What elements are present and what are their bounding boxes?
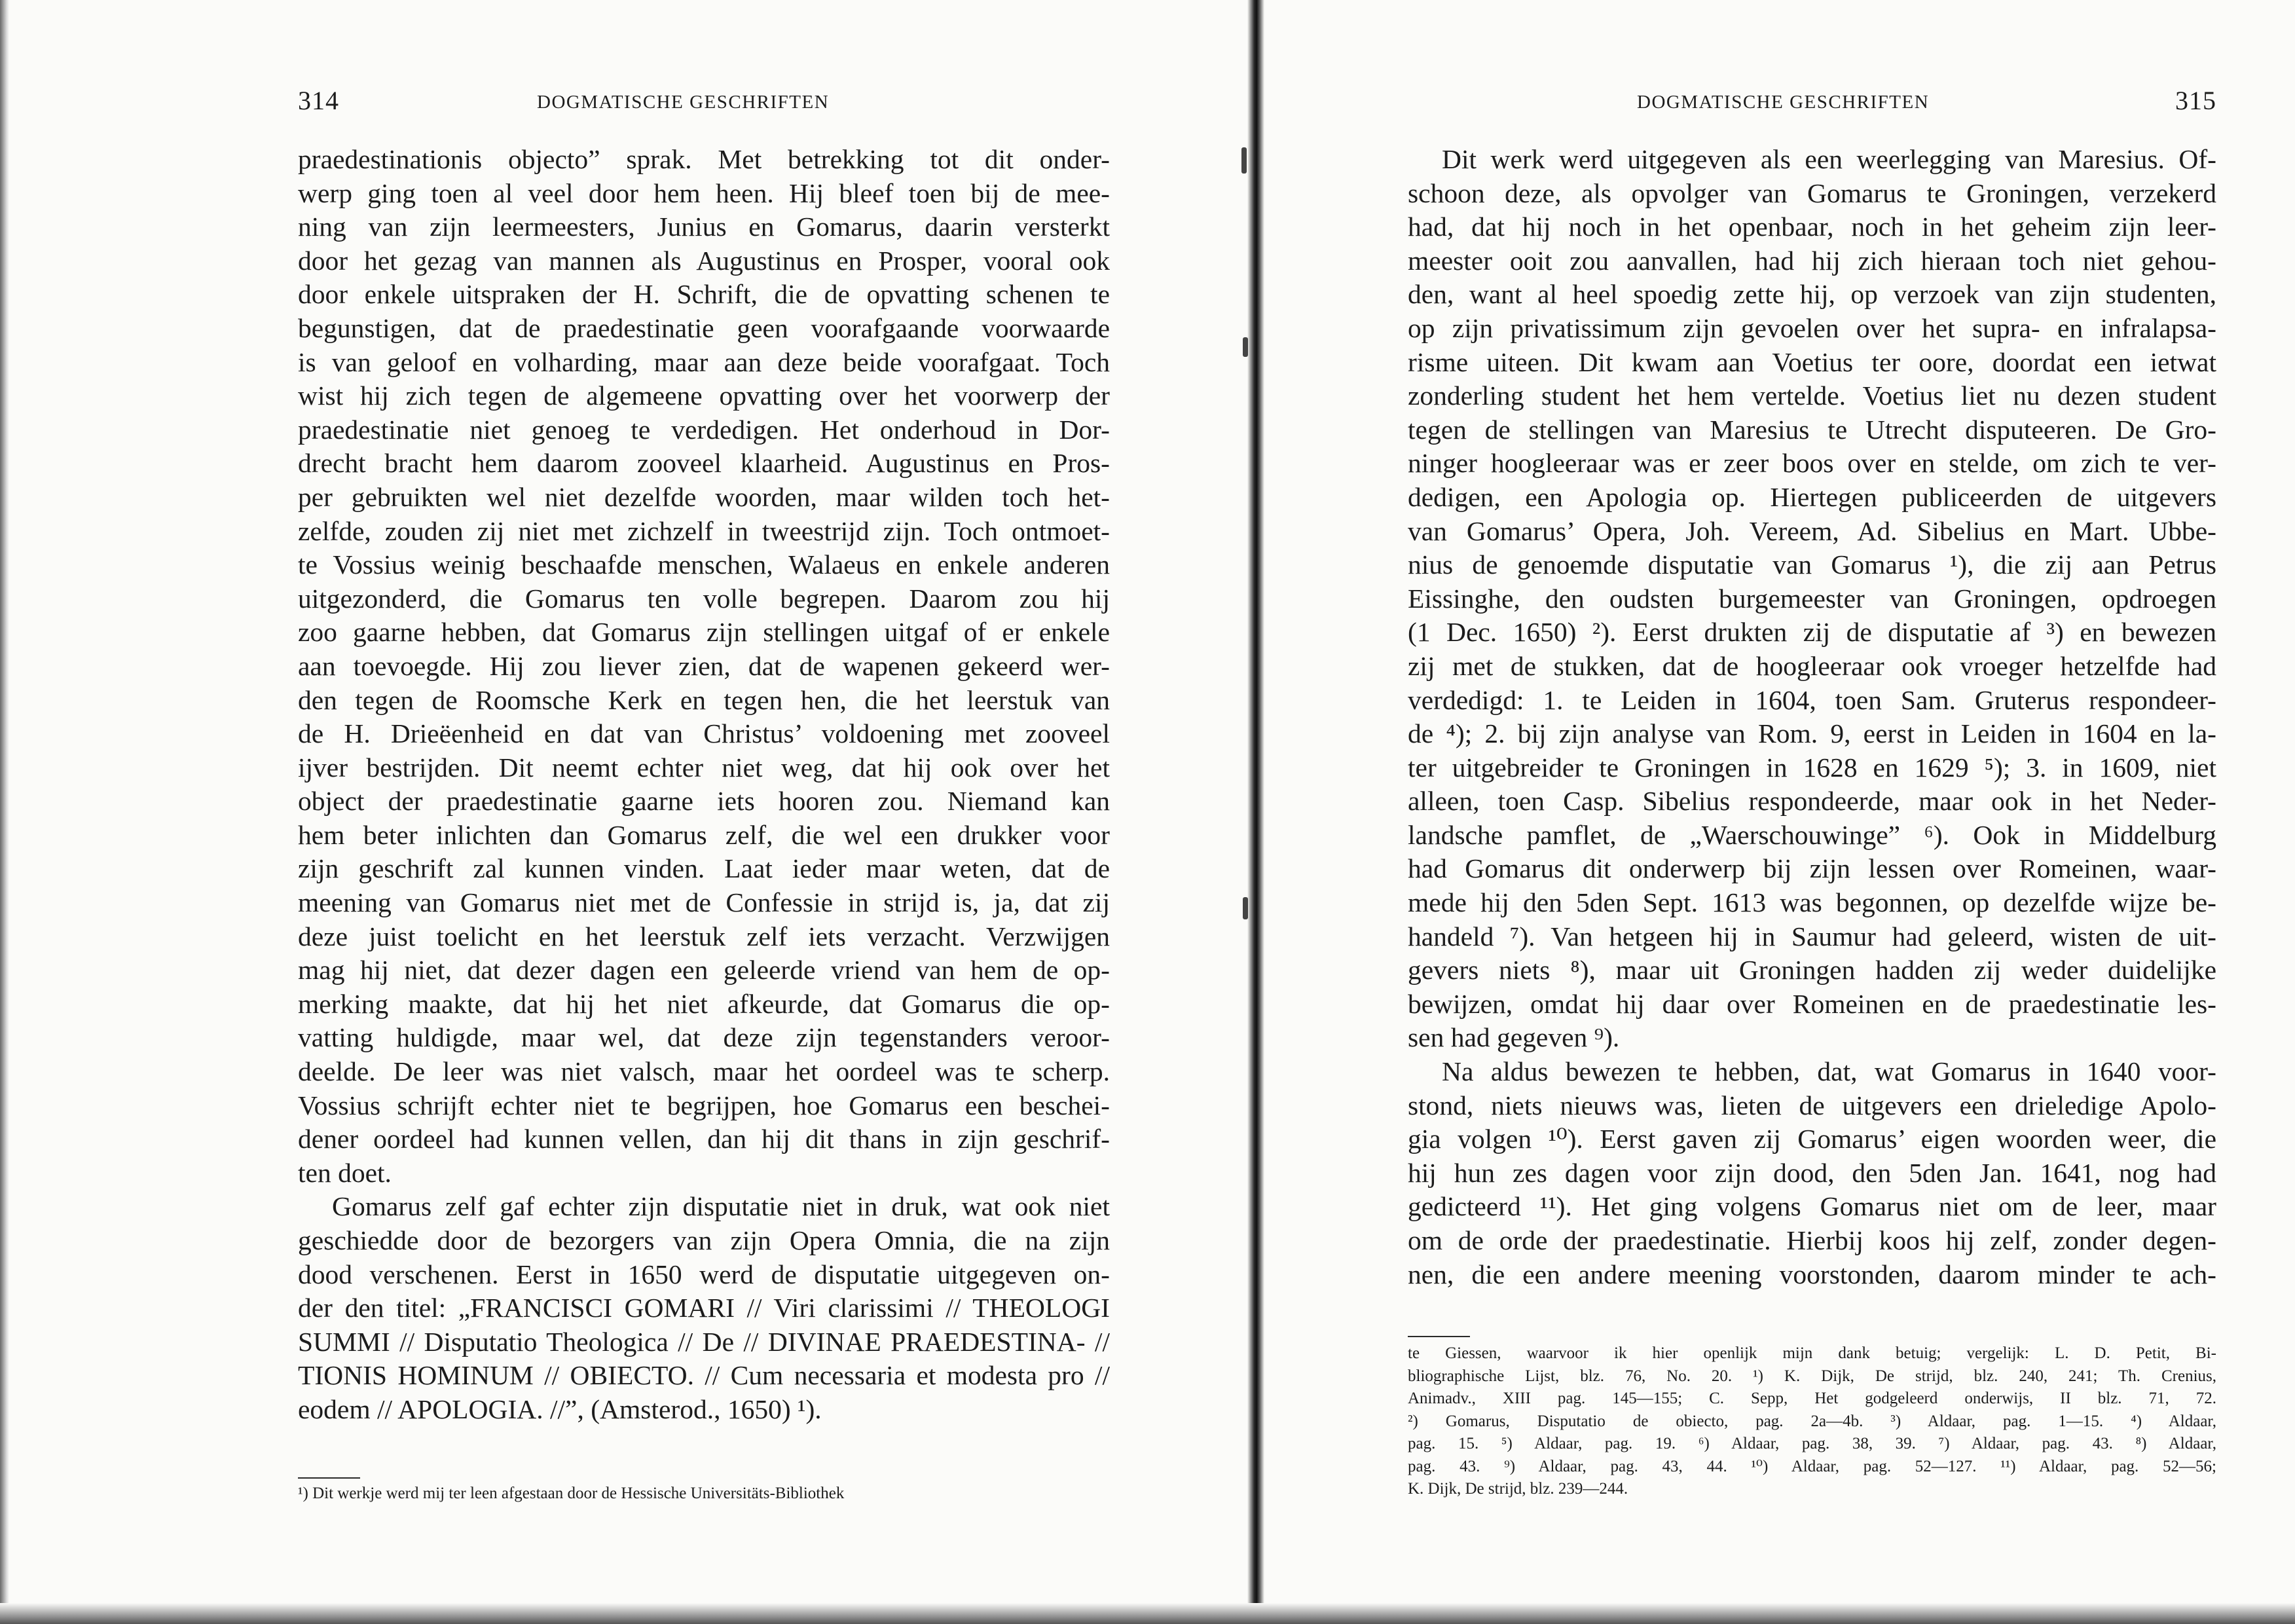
text-line: der den titel: „FRANCISCI GOMARI // Viri clarissimi // THEOLOGI: [298, 1293, 1110, 1323]
footnote-rule: [298, 1477, 360, 1479]
text-line: TIONIS HOMINUM // OBIECTO. // Cum necessaria et modesta pro //: [298, 1360, 1110, 1391]
footnote-line: K. Dijk, De strijd, blz. 239—244.: [1408, 1480, 1628, 1498]
text-line: te Vossius weinig beschaafde menschen, Walaeus en enkele anderen: [298, 549, 1110, 580]
left-footnotes: [298, 1483, 1110, 1505]
text-line: alleen, toen Casp. Sibelius respondeerde, maar ook in het Neder-: [1408, 786, 2216, 817]
text-line: praedestinatie niet genoeg te verdedigen. Het onderhoud in Dor-: [298, 414, 1110, 445]
text-line: gedicteerd ¹¹). Het ging volgens Gomarus niet om de leer, maar: [1408, 1191, 2216, 1222]
text-line: bewijzen, omdat hij daar over Romeinen en de praedestinatie les-: [1408, 988, 2216, 1019]
margin-mark: [1243, 897, 1248, 919]
text-line: door het gezag van mannen als Augustinus en Prosper, vooral ook: [298, 245, 1110, 276]
text-line: had Gomarus dit onderwerp bij zijn lessen over Romeinen, waar-: [1408, 853, 2216, 884]
text-line: stond, niets nieuws was, lieten de uitgevers een drieledige Apolo-: [1408, 1090, 2216, 1120]
text-line: mede hij den 5den Sept. 1613 was begonnen, op dezelfde wijze be-: [1408, 887, 2216, 918]
text-line: sen had gegeven ⁹).: [1408, 1022, 1620, 1053]
text-line: drecht bracht hem daarom zooveel klaarheid. Augustinus en Pros-: [298, 448, 1110, 479]
text-line: de H. Drieëenheid en dat van Christus’ voldoening met zooveel: [298, 718, 1110, 749]
page-edge-shadow-bottom: [0, 1603, 2295, 1624]
text-line: deelde. De leer was niet valsch, maar het oordeel was te scherp.: [298, 1056, 1110, 1087]
left-page-header: [298, 85, 1110, 124]
text-line: Eissinghe, den oudsten burgemeester van Groningen, opdroegen: [1408, 583, 2216, 614]
right-footnotes: [1408, 1342, 2216, 1501]
footnote-line: pag. 43. ⁹) Aldaar, pag. 43, 44. ¹⁰) Aldaar, pag. 52—127. ¹¹) Aldaar, pag. 52—56;: [1408, 1457, 2216, 1475]
text-line: merking maakte, dat hij het niet afkeurde, dat Gomarus die op-: [298, 988, 1110, 1019]
text-line: (1 Dec. 1650) ²). Eerst drukten zij de disputatie af ³) en bewezen: [1408, 617, 2216, 648]
text-line: aan toevoegde. Hij zou liever zien, dat de wapenen gekeerd wer-: [298, 650, 1110, 681]
text-line: praedestinationis objecto” sprak. Met betrekking tot dit onder-: [298, 144, 1110, 174]
text-line: ijver bestrijden. Dit neemt echter niet weg, dat hij ook over het: [298, 752, 1110, 783]
text-line: nen, die een andere meening voorstonden, daarom minder te ach-: [1408, 1259, 2216, 1289]
text-line: gevers niets ⁸), maar uit Groningen hadden zij weder duidelijke: [1408, 955, 2216, 986]
text-line: ten doet.: [298, 1157, 392, 1188]
footnote-line: Animadv., XIII pag. 145—155; C. Sepp, Het godgeleerd onderwijs, II blz. 71, 72.: [1408, 1390, 2216, 1407]
right-page-header: [1408, 85, 2216, 124]
text-line: geschiedde door de bezorgers van zijn Opera Omnia, die na zijn: [298, 1225, 1110, 1255]
page-number: 314: [298, 86, 339, 115]
text-line: uitgezonderd, die Gomarus ten volle begrepen. Daarom zou hij: [298, 583, 1110, 614]
text-line: mag hij niet, dat dezer dagen een geleerde vriend van hem de op-: [298, 955, 1110, 986]
footnote-line: pag. 15. ⁵) Aldaar, pag. 19. ⁶) Aldaar, pag. 38, 39. ⁷) Aldaar, pag. 43. ⁸) Aldaar,: [1408, 1435, 2216, 1452]
text-line: schoon deze, als opvolger van Gomarus te Groningen, verzekerd: [1408, 177, 2216, 208]
text-line: ter uitgebreider te Groningen in 1628 en 1629 ⁵); 3. in 1609, niet: [1408, 752, 2216, 783]
text-line: den, want al heel spoedig zette hij, op verzoek van zijn studenten,: [1408, 279, 2216, 310]
text-line: den tegen de Roomsche Kerk en tegen hen, die het leerstuk van: [298, 684, 1110, 715]
text-line: is van geloof en volharding, maar aan deze beide voorafgaat. Toch: [298, 346, 1110, 377]
text-line: landsche pamflet, de „Waerschouwinge” ⁶). Ook in Middelburg: [1408, 819, 2216, 850]
page-number: 315: [2175, 86, 2216, 115]
text-line: object der praedestinatie gaarne iets hooren zou. Niemand kan: [298, 786, 1110, 817]
text-line: hij hun zes dagen voor zijn dood, den 5den Jan. 1641, nog had: [1408, 1157, 2216, 1188]
text-line: Gomarus zelf gaf echter zijn disputatie niet in druk, wat ook niet: [332, 1191, 1110, 1222]
footnote-line: te Giessen, waarvoor ik hier openlijk mijn dank betuig; vergelijk: L. D. Petit, Bi-: [1408, 1344, 2216, 1362]
footnote-line: bliographische Lijst, blz. 76, No. 20. ¹) K. Dijk, De strijd, blz. 240, 241; Th. Crenius,: [1408, 1367, 2216, 1385]
text-line: ninger hoogleeraar was er zeer boos over en stelde, om zich te ver-: [1408, 448, 2216, 479]
running-head: DOGMATISCHE GESCHRIFTEN: [1637, 92, 1930, 113]
text-line: dedigen, een Apologia op. Hiertegen publiceerden de uitgevers: [1408, 481, 2216, 512]
left-body-text: [298, 143, 1110, 1427]
text-line: begunstigen, dat de praedestinatie geen voorafgaande voorwaarde: [298, 312, 1110, 343]
right-body-text: [1408, 143, 2216, 1291]
text-line: eodem // APOLOGIA. //”, (Amsterod., 1650) ¹).: [298, 1393, 822, 1424]
text-line: zijn geschrift zal kunnen vinden. Laat ieder maar weten, dat de: [298, 853, 1110, 884]
text-line: meester ooit zou aanvallen, had hij zich hieraan toch niet gehou-: [1408, 245, 2216, 276]
text-line: Na aldus bewezen te hebben, dat, wat Gomarus in 1640 voor-: [1442, 1056, 2216, 1087]
text-line: werp ging toen al veel door hem heen. Hij bleef toen bij de mee-: [298, 177, 1110, 208]
margin-mark: [1243, 337, 1248, 357]
margin-mark: [1241, 147, 1247, 174]
text-line: handeld ⁷). Van hetgeen hij in Saumur had geleerd, wisten de uit-: [1408, 921, 2216, 951]
text-line: SUMMI // Disputatio Theologica // De // DIVINAE PRAEDESTINA- //: [298, 1326, 1110, 1357]
text-line: verdedigd: 1. te Leiden in 1604, toen Sam. Gruterus respondeer-: [1408, 684, 2216, 715]
text-line: Dit werk werd uitgegeven als een weerlegging van Maresius. Of-: [1442, 144, 2216, 174]
text-line: dener oordeel had kunnen vellen, dan hij dit thans in zijn geschrif-: [298, 1124, 1110, 1154]
book-gutter: [1247, 0, 1264, 1624]
text-line: hem beter inlichten dan Gomarus zelf, die wel een drukker voor: [298, 819, 1110, 850]
text-line: had, dat hij noch in het openbaar, noch in het geheim zijn leer-: [1408, 212, 2216, 242]
text-line: Vossius schrijft echter niet te begrijpen, hoe Gomarus een beschei-: [298, 1090, 1110, 1120]
text-line: dood verschenen. Eerst in 1650 werd de disputatie uitgegeven on-: [298, 1259, 1110, 1289]
text-line: van Gomarus’ Opera, Joh. Vereem, Ad. Sibelius en Mart. Ubbe-: [1408, 515, 2216, 546]
footnote-line: ¹) Dit werkje werd mij ter leen afgestaan door de Hessische Universitäts-Bibliothek: [298, 1485, 845, 1502]
text-line: ning van zijn leermeesters, Junius en Gomarus, daarin versterkt: [298, 212, 1110, 242]
text-line: wist hij zich tegen de algemeene opvatting over het voorwerp der: [298, 380, 1110, 411]
text-line: op zijn privatissimum zijn gevoelen over het supra- en infralapsa-: [1408, 312, 2216, 343]
running-head: DOGMATISCHE GESCHRIFTEN: [537, 92, 830, 113]
text-line: de ⁴); 2. bij zijn analyse van Rom. 9, eerst in Leiden in 1604 en la-: [1408, 718, 2216, 749]
text-line: vatting huldigde, maar wel, dat deze zijn tegenstanders veroor-: [298, 1022, 1110, 1053]
text-line: door enkele uitspraken der H. Schrift, die de opvatting schenen te: [298, 279, 1110, 310]
page-edge-shadow-left: [0, 0, 9, 1624]
text-line: meening van Gomarus niet met de Confessie in strijd is, ja, dat zij: [298, 887, 1110, 918]
text-line: risme uiteen. Dit kwam aan Voetius ter oore, doordat een ietwat: [1408, 346, 2216, 377]
text-line: zonderling student het hem vertelde. Voetius liet nu dezen student: [1408, 380, 2216, 411]
text-line: zoo gaarne hebben, dat Gomarus zijn stellingen uitgaf of er enkele: [298, 617, 1110, 648]
text-line: zij met de stukken, dat de hoogleeraar ook vroeger hetzelfde had: [1408, 650, 2216, 681]
text-line: tegen de stellingen van Maresius te Utrecht disputeeren. De Gro-: [1408, 414, 2216, 445]
text-line: deze juist toelicht en het leerstuk zelf iets verzacht. Verzwijgen: [298, 921, 1110, 951]
text-line: gia volgen ¹⁰). Eerst gaven zij Gomarus’ eigen woorden weer, die: [1408, 1124, 2216, 1154]
text-line: per gebruikten wel niet dezelfde woorden, maar wilden toch het-: [298, 481, 1110, 512]
text-line: zelfde, zouden zij niet met zichzelf in tweestrijd zijn. Toch ontmoet-: [298, 515, 1110, 546]
footnote-rule: [1408, 1336, 1470, 1337]
footnote-line: ²) Gomarus, Disputatio de obiecto, pag. 2a—4b. ³) Aldaar, pag. 1—15. ⁴) Aldaar,: [1408, 1412, 2216, 1430]
text-line: om de orde der praedestinatie. Hierbij koos hij zelf, zonder degen-: [1408, 1225, 2216, 1255]
text-line: nius de genoemde disputatie van Gomarus ¹), die zij aan Petrus: [1408, 549, 2216, 580]
